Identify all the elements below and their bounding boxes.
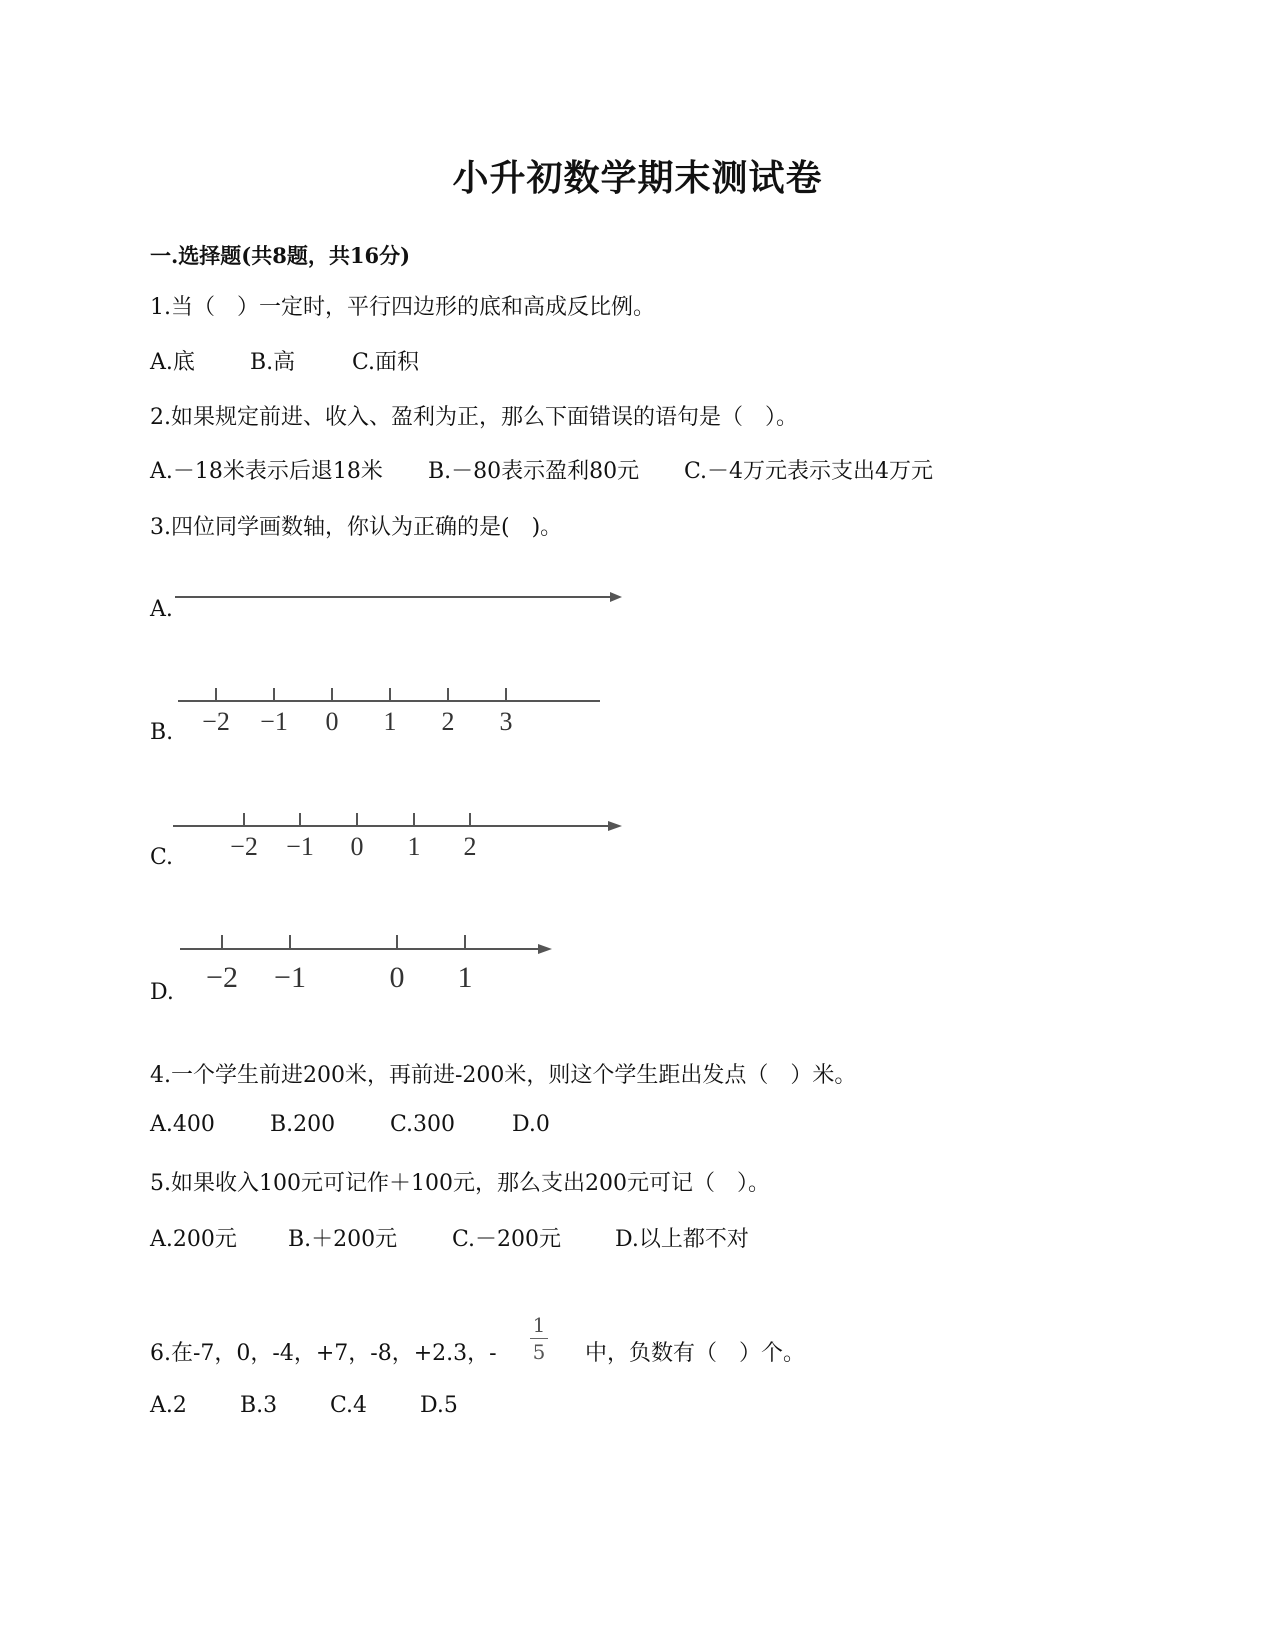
question-4-option-c: C.300 bbox=[390, 1112, 456, 1137]
question-5-option-b: B.＋200元 bbox=[288, 1227, 398, 1252]
question-5-option-a: A.200元 bbox=[150, 1227, 237, 1252]
tick-label: 3 bbox=[499, 707, 513, 736]
question-3-stem: 3.四位同学画数轴，你认为正确的是( )。 bbox=[150, 515, 563, 540]
tick-label: 0 bbox=[389, 961, 405, 994]
question-2-option-c: C.－4万元表示支出4万元 bbox=[684, 459, 934, 484]
question-3-label-d: D. bbox=[150, 980, 174, 1005]
tick-label: 1 bbox=[407, 832, 421, 861]
tick-label: −2 bbox=[230, 832, 258, 861]
question-6-stem-before: 6.在-7，0，-4，+7，-8，+2.3，- bbox=[150, 1341, 497, 1366]
question-2-stem: 2.如果规定前进、收入、盈利为正，那么下面错误的语句是（ ）。 bbox=[150, 405, 798, 430]
question-5-option-d: D.以上都不对 bbox=[615, 1227, 749, 1252]
question-1-option-b: B.高 bbox=[250, 350, 296, 375]
section-heading: 一.选择题(共8题，共16分) bbox=[150, 243, 411, 268]
tick-label: 1 bbox=[457, 961, 473, 994]
tick-label: 0 bbox=[325, 707, 339, 736]
question-2-option-b: B.－80表示盈利80元 bbox=[428, 459, 640, 484]
page-title: 小升初数学期末测试卷 bbox=[452, 157, 823, 199]
tick-label: −1 bbox=[274, 961, 306, 994]
question-1-option-a: A.底 bbox=[150, 350, 195, 375]
number-line-c bbox=[170, 805, 630, 861]
question-6-option-c: C.4 bbox=[330, 1393, 368, 1418]
tick-label: 2 bbox=[463, 832, 477, 861]
question-6-stem-after: 中，负数有（ ）个。 bbox=[585, 1341, 806, 1366]
question-6-option-a: A.2 bbox=[150, 1393, 187, 1418]
fraction-numerator: 1 bbox=[532, 1313, 546, 1337]
question-4-option-b: B.200 bbox=[270, 1112, 336, 1137]
question-4-option-d: D.0 bbox=[512, 1112, 550, 1137]
question-1-option-c: C.面积 bbox=[352, 350, 420, 375]
tick-label: 2 bbox=[441, 707, 455, 736]
tick-label: −2 bbox=[202, 707, 230, 736]
question-5-stem: 5.如果收入100元可记作＋100元，那么支出200元可记（ ）。 bbox=[150, 1171, 770, 1196]
number-line-d bbox=[170, 925, 570, 995]
question-4-stem: 4.一个学生前进200米，再前进-200米，则这个学生距出发点（ ）米。 bbox=[150, 1063, 857, 1088]
tick-label: 0 bbox=[350, 832, 364, 861]
question-3-label-b: B. bbox=[150, 720, 174, 745]
tick-label: −2 bbox=[206, 961, 238, 994]
tick-label: −1 bbox=[260, 707, 288, 736]
question-6-option-b: B.3 bbox=[240, 1393, 278, 1418]
question-4-option-a: A.400 bbox=[150, 1112, 215, 1137]
fraction-one-fifth bbox=[524, 1312, 554, 1365]
question-1-stem: 1.当（ ）一定时，平行四边形的底和高成反比例。 bbox=[150, 295, 655, 320]
number-line-b bbox=[170, 680, 610, 736]
question-2-option-a: A.－18米表示后退18米 bbox=[150, 459, 383, 484]
question-3-label-c: C. bbox=[150, 845, 174, 870]
fraction-denominator: 5 bbox=[532, 1340, 546, 1364]
question-5-option-c: C.－200元 bbox=[452, 1227, 562, 1252]
question-3-label-a: A. bbox=[150, 597, 173, 622]
question-6-option-d: D.5 bbox=[420, 1393, 458, 1418]
number-line-a bbox=[170, 585, 630, 609]
tick-label: −1 bbox=[286, 832, 314, 861]
tick-label: 1 bbox=[383, 707, 397, 736]
